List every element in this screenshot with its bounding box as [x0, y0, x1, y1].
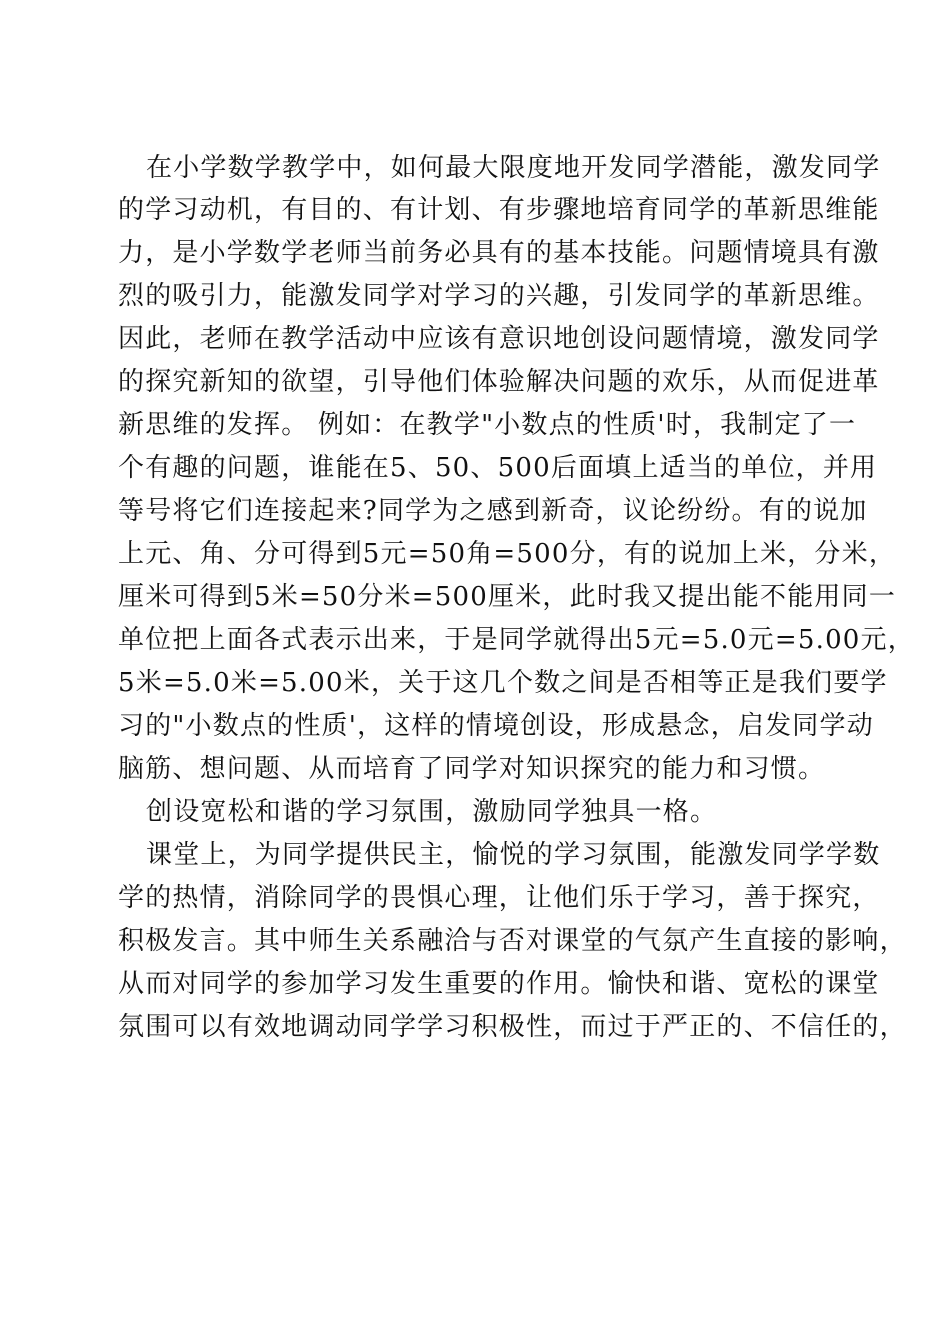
paragraph-1-line-14: 习的"小数点的性质'，这样的情境创设，形成悬念，启发同学动: [118, 711, 874, 741]
paragraph-1-line-12: 单位把上面各式表示出来，于是同学就得出5元=5.0元=5.00元，: [118, 625, 915, 655]
paragraph-3-line-3: 积极发言。其中师生关系融洽与否对课堂的气氛产生直接的影响，: [118, 926, 907, 956]
paragraph-1-line-11: 厘米可得到5米=50分米=500厘米，此时我又提出能不能用同一: [118, 582, 897, 612]
paragraph-1-line-3: 力，是小学数学老师当前务必具有的基本技能。问题情境具有激: [118, 238, 880, 268]
paragraph-1-line-4: 烈的吸引力，能激发同学对学习的兴趣，引发同学的革新思维。: [118, 281, 880, 311]
paragraph-2-line-1: 创设宽松和谐的学习氛围，激励同学独具一格。: [146, 797, 718, 827]
paragraph-1-line-13: 5米=5.0米=5.00米，关于这几个数之间是否相等正是我们要学: [118, 668, 888, 698]
paragraph-1-line-9: 等号将它们连接起来?同学为之感到新奇，议论纷纷。有的说加: [118, 496, 868, 526]
paragraph-1-line-5: 因此，老师在教学活动中应该有意识地创设问题情境，激发同学: [118, 324, 880, 354]
paragraph-3-line-1: 课堂上，为同学提供民主，愉悦的学习氛围，能激发同学学数: [146, 840, 881, 870]
paragraph-1-line-2: 的学习动机，有目的、有计划、有步骤地培育同学的革新思维能: [118, 195, 880, 225]
paragraph-3-line-5: 氛围可以有效地调动同学学习积极性，而过于严正的、不信任的，: [118, 1012, 907, 1042]
paragraph-3-line-4: 从而对同学的参加学习发生重要的作用。愉快和谐、宽松的课堂: [118, 969, 880, 999]
paragraph-1-line-7: 新思维的发挥。 例如：在教学"小数点的性质'时，我制定了一: [118, 410, 857, 440]
paragraph-1-line-6: 的探究新知的欲望，引导他们体验解决问题的欢乐，从而促进革: [118, 367, 880, 397]
paragraph-1-line-1: 在小学数学教学中，如何最大限度地开发同学潜能，激发同学: [146, 153, 881, 183]
paragraph-1-line-15: 脑筋、想问题、从而培育了同学对知识探究的能力和习惯。: [118, 754, 826, 784]
paragraph-1-line-10: 上元、角、分可得到5元=50角=500分，有的说加上米，分米，: [118, 539, 897, 569]
paragraph-1-line-8: 个有趣的问题，谁能在5、50、500后面填上适当的单位，并用: [118, 453, 878, 483]
paragraph-3-line-2: 学的热情，消除同学的畏惧心理，让他们乐于学习，善于探究，: [118, 883, 880, 913]
